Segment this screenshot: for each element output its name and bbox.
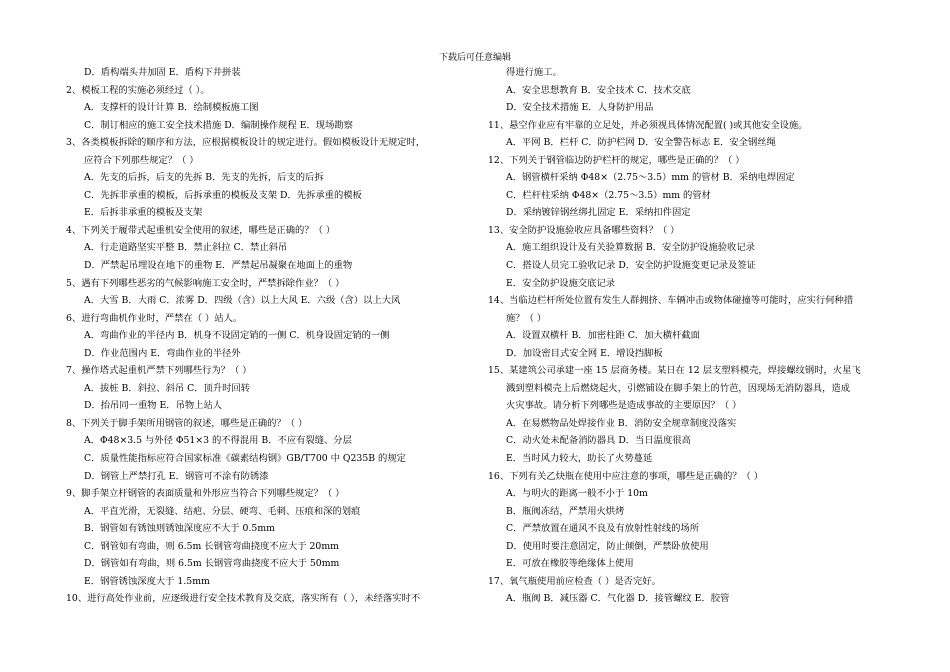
question-line: 12、下列关于钢管临边防护栏杆的规定，哪些是正确的？（ ） [488, 154, 745, 166]
question-line: 17、氧气瓶使用前应检查（ ）是否完好。 [488, 575, 661, 587]
option-line: A．钢管横杆采纳 Φ48×（2.75～3.5）mm 的管材 B．采纳电焊固定 [506, 172, 795, 184]
right-column [488, 64, 893, 608]
option-line: D．采纳镀锌钢丝绑扎固定 E．采纳扣件固定 [506, 207, 691, 219]
option-line: A．支撑杆的设计计算 B．绘制模板施工图 [84, 102, 259, 114]
option-line: A．大雪 B．大雨 C．浓雾 D．四级（含）以上大风 E．六级（含）以上大风 [84, 295, 401, 307]
question-line: 7、操作塔式起重机严禁下列哪些行为？（ ） [66, 365, 252, 377]
option-line: B．瓶阀冻结，严禁用火烘烤 [506, 505, 625, 517]
option-line: E．可放在橡胶等绝缘体上使用 [506, 558, 634, 570]
option-line: C．动火处未配备消防器具 D．当日温度很高 [506, 435, 691, 447]
option-line: D．抬吊同一重物 E．吊物上站人 [84, 400, 223, 412]
option-line: D．严禁起吊埋设在地下的重物 E．严禁起吊凝聚在地面上的重物 [84, 260, 353, 272]
question-line: 8、下列关于脚手架所用钢管的叙述，哪些是正确的？（ ） [66, 417, 308, 429]
page-header: 下载后可任意编辑 [438, 53, 511, 63]
option-line: E．后拆非承重的模板及支架 [84, 207, 203, 219]
option-line: A．瓶阀 B．减压器 C．气化器 D．接管螺纹 E．胶管 [506, 593, 730, 605]
option-line: A．行走道路坚实平整 B．禁止斜拉 C．禁止斜吊 [84, 242, 288, 254]
question-line: 13、安全防护设施验收应具备哪些资料？（ ） [488, 224, 680, 236]
option-line: C．严禁放置在通风不良及有放射性射线的场所 [506, 523, 700, 535]
option-line: A．平网 B．栏杆 C．防护栏网 D．安全警告标志 E．安全钢丝绳 [506, 137, 776, 149]
option-line: A．安全思想教育 B．安全技术 C．技术交底 [506, 84, 691, 96]
question-line: 5、遇有下列哪些恶劣的气候影响施工安全时，严禁拆除作业？（ ） [66, 277, 345, 289]
question-line: 3、各类模板拆除的顺序和方法，应根据模板设计的规定进行。假如模板设计无规定时， [66, 137, 426, 149]
option-line: E．当时风力较大，助长了火势蔓延 [506, 453, 653, 465]
question-line: 2、模板工程的实施必须经过（ ）。 [66, 84, 210, 96]
question-line: 11、悬空作业应有牢靠的立足处，并必须视具体情况配置( )或其他安全设施。 [488, 119, 808, 131]
question-line: 6、进行弯曲机作业时，严禁在（ ）站人。 [66, 312, 243, 324]
option-line: D．作业范围内 E．弯曲作业的半径外 [84, 347, 241, 359]
option-line: A．在易燃物品处焊接作业 B．消防安全规章制度没落实 [506, 417, 737, 429]
continuation-line: 溅到塑料模壳上后燃烧起火，引燃铺设在脚手架上的竹芭，因现场无消防器具，造成 [506, 382, 850, 394]
option-line: A．弯曲作业的半径内 B．机身不设固定销的一侧 C．机身设固定销的一侧 [84, 330, 390, 342]
option-line: D．钢管上严禁打孔 E．钢管可不涂有防锈漆 [84, 470, 269, 482]
question-line: 4、下列关于履带式起重机安全使用的叙述，哪些是正确的？（ ） [66, 224, 336, 236]
option-line: B．钢管如有锈蚀则锈蚀深度应不大于 0.5mm [84, 523, 275, 535]
continuation-line: 应符合下列那些规定？（ ） [84, 154, 199, 166]
question-line: 14、当临边栏杆所处位置有发生人群拥挤、车辆冲击或物体碰撞等可能时，应实行何种措 [488, 295, 854, 307]
option-line: A．先支的后拆，后支的先拆 B．先支的先拆，后支的后拆 [84, 172, 324, 184]
continuation-line: 施？（ ） [506, 312, 547, 324]
option-line: C．栏杆柱采纳 Φ48×（2.75～3.5）mm 的管材 [506, 189, 711, 201]
left-column [66, 64, 471, 608]
option-line: A．平直光滑，无裂缝、结疤、分层、硬弯、毛刺、压痕和深的划痕 [84, 505, 361, 517]
option-line: A．施工组织设计及有关验算数据 B．安全防护设施验收记录 [506, 242, 755, 254]
question-line: 9、脚手架立杆钢管的表面质量和外形应当符合下列哪些规定？（ ） [66, 488, 345, 500]
question-line: 15、某建筑公司承建一座 15 层商务楼。某日在 12 层支塑料模壳，焊接螺纹钢时，火星飞 [488, 365, 861, 377]
option-line: D．加设密目式安全网 E．增设挡脚板 [506, 347, 663, 359]
option-line: A．Φ48×3.5 与外径 Φ51×3 的不得混用 B．不应有裂缝、分层 [84, 435, 352, 447]
option-line: E．钢管锈蚀深度大于 1.5mm [84, 575, 210, 587]
option-line: D．安全技术措施 E．人身防护用品 [506, 102, 654, 114]
option-line: A．与明火的距离一般不小于 10m [506, 488, 648, 500]
option-line: D．盾构端头井加固 E．盾构下井拼装 [84, 67, 241, 78]
question-line: 10、进行高处作业前，应逐级进行安全技术教育及交底，落实所有（ ），未经落实时不 [66, 593, 421, 605]
continuation-line: 火灾事故。请分析下列哪些是造成事故的主要原因？（ ） [506, 400, 742, 412]
option-line: C．先拆非承重的模板，后拆承重的模板及支架 D．先拆承重的模板 [84, 189, 362, 201]
option-line: D．钢管如有弯曲，则 6.5m 长钢管弯曲挠度不应大于 50mm [84, 558, 340, 570]
option-line: C．搭设人员完工验收记录 D．安全防护设施变更记录及签证 [506, 260, 756, 272]
option-line: A．拔桩 B．斜拉、斜吊 C．顶升时回转 [84, 382, 251, 394]
option-line: C．质量性能指标应符合国家标准《碳素结构钢》GB/T700 中 Q235B 的规定 [84, 453, 406, 465]
option-line: C．钢管如有弯曲，则 6.5m 长钢管弯曲挠度不应大于 20mm [84, 540, 339, 552]
option-line: E．安全防护设施交底记录 [506, 277, 616, 289]
option-line: C．制订相应的施工安全技术措施 D．编制操作规程 E．现场勘察 [84, 119, 353, 131]
option-line: A．设置双横杆 B．加密柱距 C．加大横杆截面 [506, 330, 700, 342]
continuation-line: 得进行施工。 [506, 67, 562, 78]
option-line: D．使用时要注意固定，防止倾倒，严禁卧放使用 [506, 540, 709, 552]
question-line: 16、下列有关乙炔瓶在使用中应注意的事项，哪些是正确的？（ ） [488, 470, 764, 482]
